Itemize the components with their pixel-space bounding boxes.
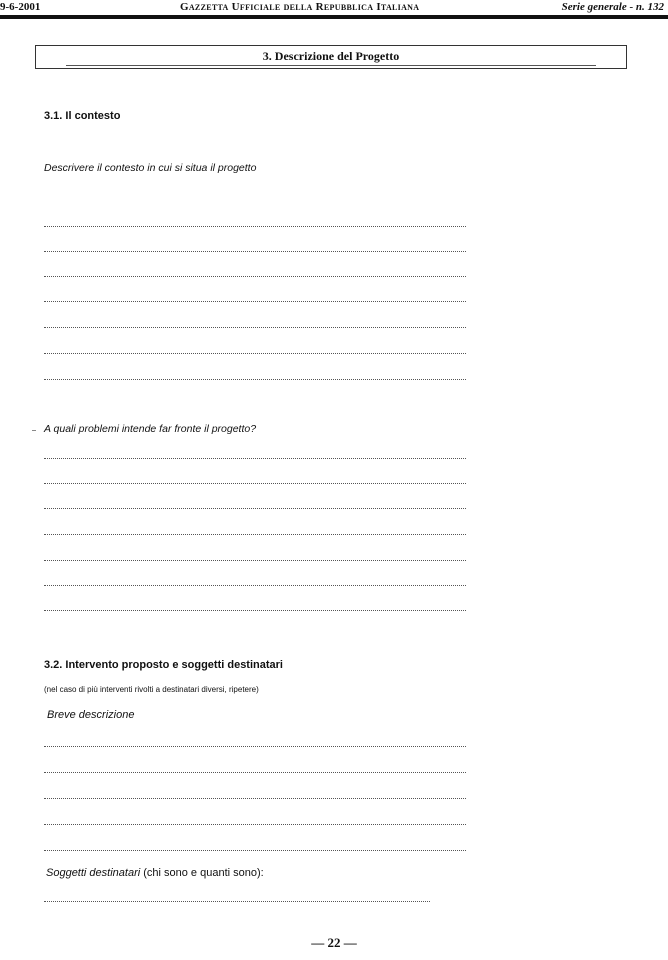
header-publication: Gazzetta Ufficiale della Repubblica Italiana [180,1,420,13]
section-title: 3. Descrizione del Progetto [262,49,400,63]
answer-line[interactable] [44,560,466,561]
answer-line[interactable] [44,534,466,535]
question-problems: A quali problemi intende far fronte il progetto? [44,423,257,435]
answer-line[interactable] [44,226,466,227]
answer-line[interactable] [44,746,466,747]
page-number: — 22 — [311,935,357,950]
answer-line[interactable] [44,379,466,380]
target-subjects-label-plain: (chi sono e quanti sono): [140,867,264,879]
target-subjects-label [46,867,264,879]
answer-line[interactable] [44,508,466,509]
section-title-underline [66,65,596,66]
answer-line[interactable] [44,353,466,354]
answer-line[interactable] [44,327,466,328]
answer-line[interactable] [44,276,466,277]
target-subjects-label-italic: Soggetti destinatari [46,867,141,879]
intervention-note: (nel caso di più interventi rivolti a destinatari diversi, ripetere) [44,685,259,694]
subsection-heading-intervention: 3.2. Intervento proposto e soggetti destinatari [44,659,283,671]
brief-description-label: Breve descrizione [47,709,135,721]
question-context: Descrivere il contesto in cui si situa il progetto [44,162,257,174]
answer-line[interactable] [44,798,466,799]
answer-line[interactable] [44,251,466,252]
header-series: Serie generale - n. 132 [561,1,664,13]
header-rule [0,15,668,19]
margin-mark [32,430,36,431]
answer-line[interactable] [44,301,466,302]
answer-line[interactable] [44,483,466,484]
section-title-box [35,45,627,69]
gazette-header [0,0,668,22]
answer-line[interactable] [44,824,466,825]
answer-line[interactable] [44,585,466,586]
answer-line[interactable] [44,458,466,459]
answer-line[interactable] [44,901,430,902]
answer-line[interactable] [44,850,466,851]
subsection-heading-context: 3.1. Il contesto [44,110,121,122]
header-date: 9-6-2001 [0,1,41,13]
answer-line[interactable] [44,610,466,611]
answer-line[interactable] [44,772,466,773]
